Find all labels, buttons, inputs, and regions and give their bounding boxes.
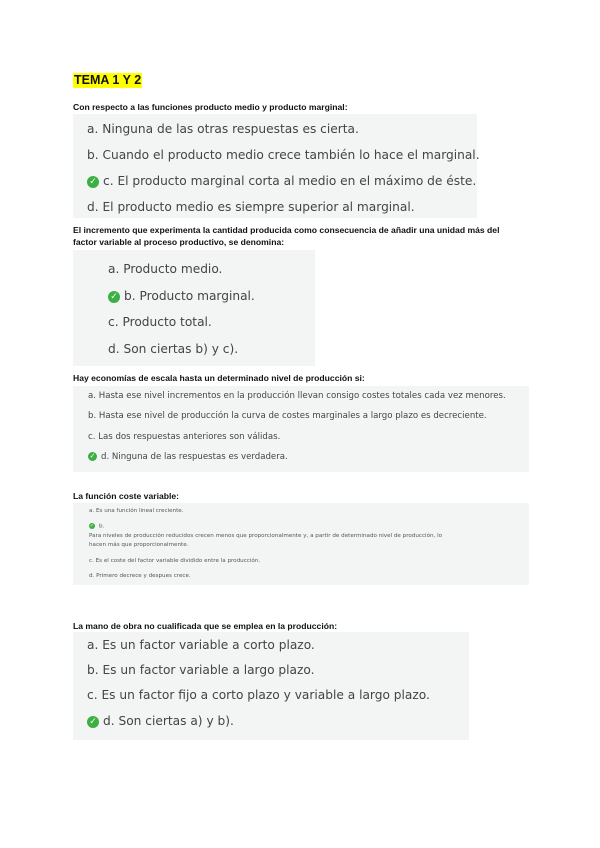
check-circle-icon: ✓: [89, 523, 95, 529]
check-circle-icon: ✓: [87, 716, 99, 728]
option-a[interactable]: a. Ninguna de las otras respuestas es cierta.: [87, 122, 359, 136]
option-c[interactable]: c. Las dos respuestas anteriores son válidas.: [88, 432, 281, 442]
option-b[interactable]: b. Es un factor variable a largo plazo.: [87, 663, 315, 677]
page-title: TEMA 1 Y 2: [74, 73, 142, 87]
option-a[interactable]: a. Es una función lineal creciente.: [89, 508, 184, 514]
question-5-options: [73, 632, 469, 740]
question-4-options: [73, 503, 529, 585]
option-d[interactable]: d. Son ciertas b) y c).: [108, 342, 239, 356]
question-4-prompt: La función coste variable:: [73, 491, 180, 501]
option-b[interactable]: b. Hasta ese nivel de producción la curva de costes marginales a largo plazo es decreciente.: [88, 411, 487, 421]
option-d[interactable]: d. Primero decrece y despues crece.: [89, 573, 191, 579]
option-label: c. El producto marginal corta al medio en el máximo de éste.: [103, 174, 477, 188]
option-d[interactable]: [88, 452, 288, 462]
option-c[interactable]: c. Es un factor fijo a corto plazo y variable a largo plazo.: [87, 688, 430, 702]
question-2-options: [73, 250, 315, 366]
question-3-prompt: Hay economías de escala hasta un determinado nivel de producción si:: [73, 373, 365, 383]
question-2-prompt-line-2: factor variable al proceso productivo, se denomina:: [73, 237, 285, 247]
option-b[interactable]: [108, 289, 255, 303]
option-a[interactable]: a. Producto medio.: [108, 262, 223, 276]
question-2-prompt-line-1: El incremento que experimenta la cantidad producida como consecuencia de añadir una unidad más del: [73, 225, 500, 235]
option-b[interactable]: b. Cuando el producto medio crece también lo hace el marginal.: [87, 148, 480, 162]
question-1-options: [73, 114, 480, 218]
option-label: b.: [99, 523, 105, 530]
check-circle-icon: ✓: [89, 452, 96, 460]
option-d[interactable]: d. El producto medio es siempre superior al marginal.: [87, 200, 415, 214]
check-circle-icon: ✓: [108, 291, 120, 303]
option-d[interactable]: [87, 714, 234, 728]
check-circle-icon: ✓: [87, 176, 99, 188]
option-c[interactable]: [87, 174, 476, 188]
option-a[interactable]: a. Hasta ese nivel incrementos en la producción llevan consigo costes totales cada vez menores.: [88, 391, 506, 401]
question-5-prompt: La mano de obra no cualificada que se emplea en la producción:: [73, 621, 338, 631]
option-label: d. Son ciertas a) y b).: [103, 714, 234, 728]
option-c[interactable]: c. Es el coste del factor variable dividido entre la producción.: [89, 558, 261, 564]
question-3-options: [73, 386, 529, 472]
option-b[interactable]: [89, 523, 104, 530]
option-c[interactable]: c. Producto total.: [108, 315, 212, 329]
question-1-prompt: Con respecto a las funciones producto medio y producto marginal:: [73, 102, 348, 112]
option-b-text-line-1: Para niveles de producción reducidos crecen menos que proporcionalmente y, a partir de determinado nivel de producción, lo: [89, 533, 443, 539]
option-a[interactable]: a. Es un factor variable a corto plazo.: [87, 638, 315, 652]
option-label: b. Producto marginal.: [124, 289, 255, 303]
option-label: d. Ninguna de las respuestas es verdadera.: [101, 452, 288, 462]
option-b-text-line-2: hacen más que proporcionalmente.: [89, 542, 189, 548]
